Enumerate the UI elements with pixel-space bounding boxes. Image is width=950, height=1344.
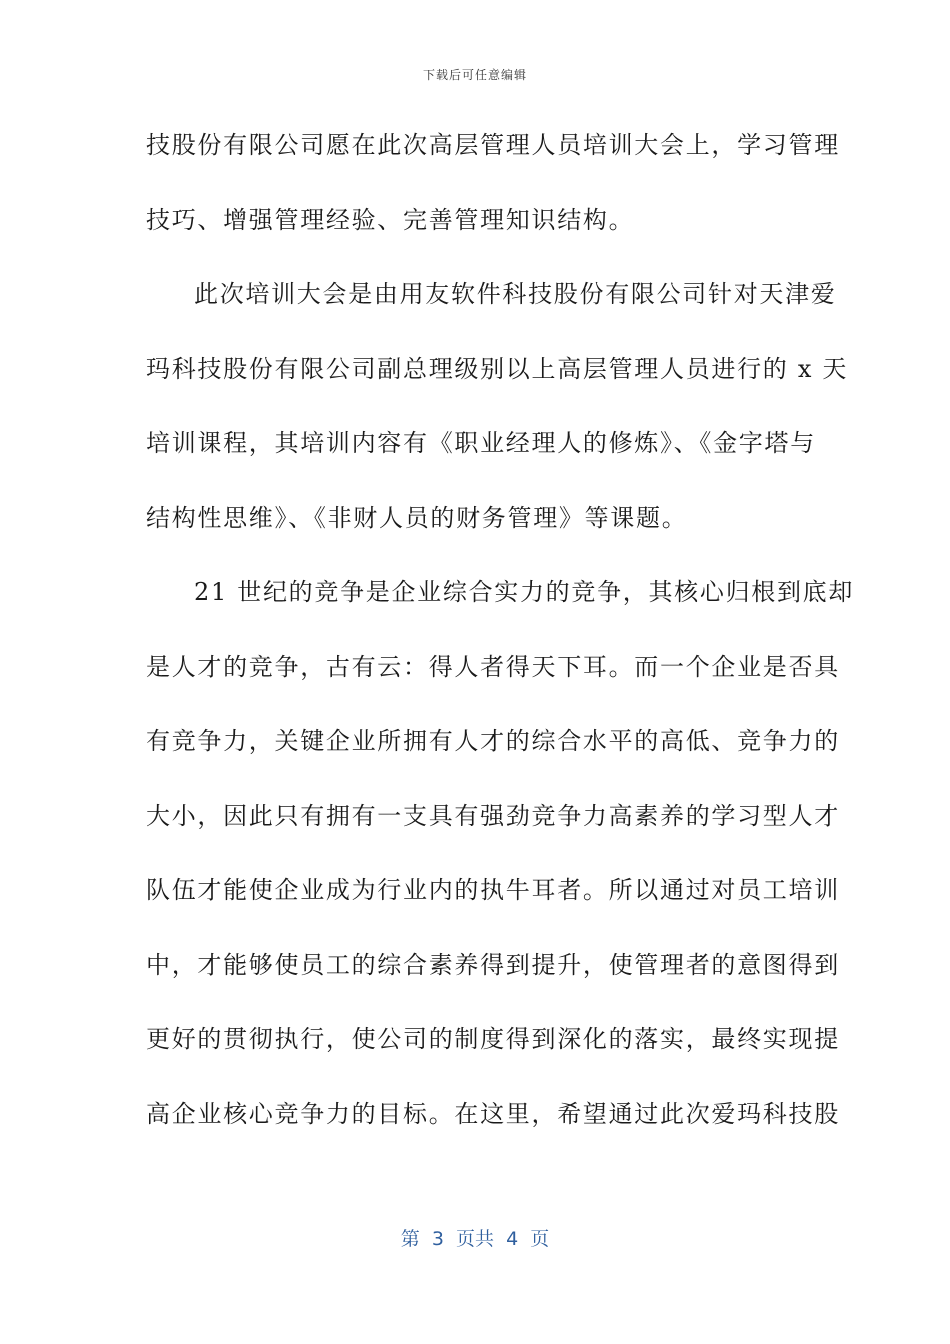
text-line: 玛科技股份有限公司副总理级别以上高层管理人员进行的 x 天 [146, 354, 849, 383]
text-line: 高企业核心竞争力的目标。在这里，希望通过此次爱玛科技股 [146, 1099, 840, 1128]
text-line: 队伍才能使企业成为行业内的执牛耳者。所以通过对员工培训 [146, 876, 840, 904]
text-line: 大小，因此只有拥有一支具有强劲竞争力高素养的学习型人才 [146, 801, 840, 830]
page-number-footer: 第 3 页共 4 页 [400, 1228, 550, 1250]
text-line: 更好的贯彻执行，使公司的制度得到深化的落实，最终实现提 [146, 1025, 840, 1053]
text-line: 中，才能够使员工的综合素养得到提升，使管理者的意图得到 [146, 950, 840, 979]
text-line: 培训课程，其培训内容有《职业经理人的修炼》、《金字塔与 [146, 429, 816, 457]
paragraph-start-line: 此次培训大会是由用友软件科技股份有限公司针对天津爱 [194, 280, 837, 308]
header-note: 下载后可任意编辑 [422, 68, 527, 82]
text-line: 有竞争力，关键企业所拥有人才的综合水平的高低、竞争力的 [146, 727, 840, 755]
document-body [146, 112, 855, 1155]
text-line: 是人才的竞争，古有云：得人者得天下耳。而一个企业是否具 [146, 652, 840, 681]
text-line: 技巧、增强管理经验、完善管理知识结构。 [146, 205, 635, 234]
text-line: 结构性思维》、《非财人员的财务管理》等课题。 [146, 503, 688, 532]
text-line: 技股份有限公司愿在此次高层管理人员培训大会上，学习管理 [146, 131, 840, 159]
paragraph-start-line: 21 世纪的竞争是企业综合实力的竞争，其核心归根到底却 [194, 578, 855, 606]
